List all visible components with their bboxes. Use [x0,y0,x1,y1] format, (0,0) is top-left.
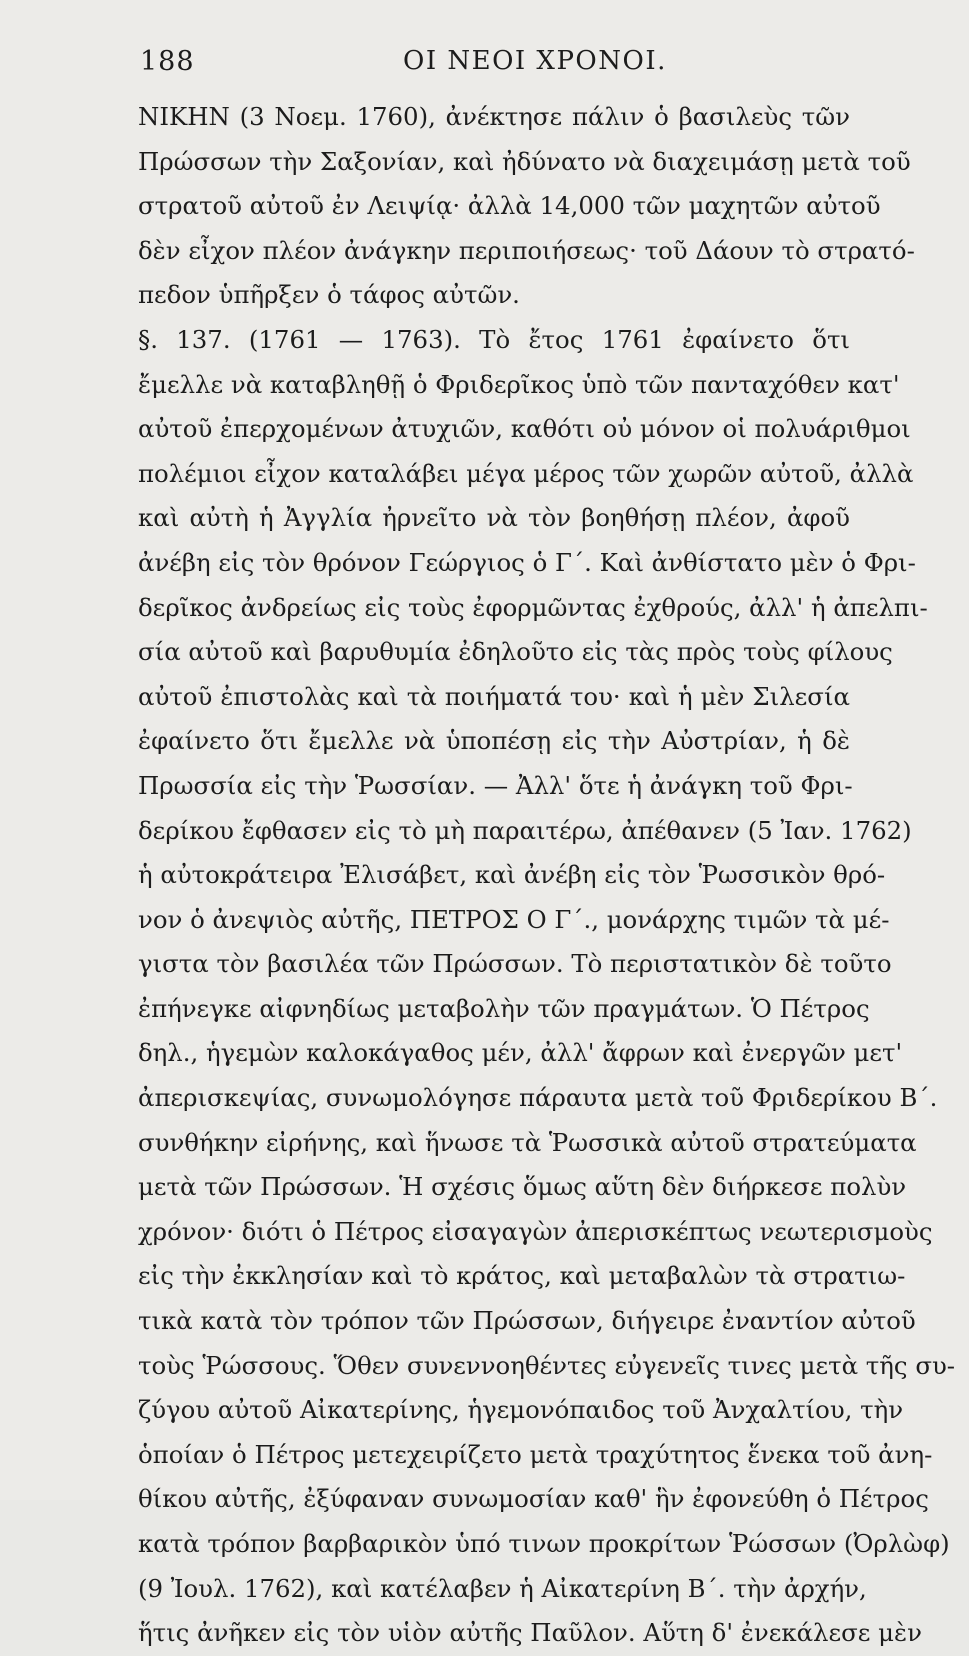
text-line: ζύγου αὐτοῦ Αἰκατερίνης, ἡγεμονόπαιδος τοῦ Ἀνχαλτίου, τὴν [138,1395,904,1425]
text-line: (9 Ἰουλ. 1762), καὶ κατέλαβεν ἡ Αἰκατερίνη Β΄. τὴν ἀρχήν, [138,1573,867,1603]
text-line: σία αὐτοῦ καὶ βαρυθυμία ἐδηλοῦτο εἰς τὰς πρὸς τοὺς φίλους [138,637,893,667]
text-line: κατὰ τρόπον βαρβαρικὸν ὑπό τινων προκρίτων Ῥώσσων (Ὀρλὼφ) [138,1529,950,1558]
text-line: §. 137. (1761 — 1763). Τὸ ἔτος 1761 ἐφαίνετο ὅτι [138,324,850,354]
text-line: τικὰ κατὰ τὸν τρόπον τῶν Πρώσσων, διήγειρε ἐναντίον αὐτοῦ [138,1306,916,1336]
text-line: καὶ αὐτὴ ἡ Ἀγγλία ἠρνεῖτο νὰ τὸν βοηθήσῃ πλέον, ἀφοῦ [138,503,850,533]
text-line: ὁποίαν ὁ Πέτρος μετεχειρίζετο μετὰ τραχύτητος ἕνεκα τοῦ ἀνη- [138,1439,933,1469]
running-head: ΟΙ ΝΕΟΙ ΧΡΟΝΟΙ. [403,46,667,76]
text-line: δὲν εἶχον πλέον ἀνάγκην περιποιήσεως· τοῦ Δάουν τὸ στρατό- [138,235,915,265]
text-line: τοὺς Ῥώσσους. Ὅθεν συνεννοηθέντες εὐγενεῖς τινες μετὰ τῆς συ- [138,1350,956,1380]
text-line: χρόνον· διότι ὁ Πέτρος εἰσαγαγὼν ἀπερισκέπτως νεωτερισμοὺς [138,1216,933,1246]
text-line: Πρωσσία εἰς τὴν Ῥωσσίαν. — Ἀλλ' ὅτε ἡ ἀνάγκη τοῦ Φρι- [138,770,853,800]
text-line: δερῖκος ἀνδρείως εἰς τοὺς ἐφορμῶντας ἐχθρούς, ἀλλ' ἡ ἀπελπι- [138,592,928,622]
text-line: δηλ., ἡγεμὼν καλοκάγαθος μέν, ἀλλ' ἄφρων καὶ ἐνεργῶν μετ' [138,1038,903,1068]
body-text [138,95,956,1656]
text-line: νον ὁ ἀνεψιὸς αὐτῆς, ΠΕΤΡΟΣ Ο Γ΄., μονάρχης τιμῶν τὰ μέ- [138,904,890,934]
text-line: ἀπερισκεψίας, συνωμολόγησε πάραυτα μετὰ τοῦ Φριδερίκου Β΄. [138,1083,938,1113]
text-line: δερίκου ἔφθασεν εἰς τὸ μὴ παραιτέρω, ἀπέθανεν (5 Ἰαν. 1762) [138,815,912,845]
text-line: ἀνέβη εἰς τὸν θρόνον Γεώργιος ὁ Γ΄. Καὶ ἀνθίστατο μὲν ὁ Φρι- [138,547,916,577]
text-line: αὐτοῦ ἐπιστολὰς καὶ τὰ ποιήματά του· καὶ ἡ μὲν Σιλεσία [138,681,850,711]
text-line: συνθήκην εἰρήνης, καὶ ἥνωσε τὰ Ῥωσσικὰ αὐτοῦ στρατεύματα [138,1127,917,1157]
text-line: μετὰ τῶν Πρώσσων. Ἡ σχέσις ὅμως αὕτη δὲν διήρκεσε πολὺν [138,1172,907,1202]
text-line: Πρώσσων τὴν Σαξονίαν, καὶ ἠδύνατο νὰ διαχειμάσῃ μετὰ τοῦ [138,146,911,176]
text-line: στρατοῦ αὐτοῦ ἐν Λειψίᾳ· ἀλλὰ 14,000 τῶν μαχητῶν αὐτοῦ [138,191,881,221]
text-line: εἰς τὴν ἐκκλησίαν καὶ τὸ κράτος, καὶ μεταβαλὼν τὰ στρατιω- [138,1261,906,1291]
text-line: θίκου αὐτῆς, ἐξύφαναν συνωμοσίαν καθ' ἣν ἐφονεύθη ὁ Πέτρος [138,1484,929,1514]
text-line: πολέμιοι εἶχον καταλάβει μέγα μέρος τῶν χωρῶν αὐτοῦ, ἀλλὰ [138,458,914,488]
text-line: ἡ αὐτοκράτειρα Ἐλισάβετ, καὶ ἀνέβη εἰς τὸν Ῥωσσικὸν θρό- [138,860,886,890]
page-number: 188 [140,46,195,77]
text-line: ἥτις ἀνῆκεν εἰς τὸν υἱὸν αὐτῆς Παῦλον. Αὕτη δ' ἐνεκάλεσε μὲν [138,1618,922,1648]
text-line: ἐπήνεγκε αἰφνηδίως μεταβολὴν τῶν πραγμάτων. Ὁ Πέτρος [138,993,870,1023]
page-header [140,46,840,82]
text-line: ἐφαίνετο ὅτι ἔμελλε νὰ ὑποπέσῃ εἰς τὴν Αὐστρίαν, ἡ δὲ [138,726,850,756]
text-line: γιστα τὸν βασιλέα τῶν Πρώσσων. Τὸ περιστατικὸν δὲ τοῦτο [138,949,892,979]
text-line: αὐτοῦ ἐπερχομένων ἀτυχιῶν, καθότι οὐ μόνον οἱ πολυάριθμοι [138,414,911,444]
text-line: ἔμελλε νὰ καταβληθῇ ὁ Φριδερῖκος ὑπὸ τῶν πανταχόθεν κατ' [138,369,900,399]
text-line: πεδον ὑπῆρξεν ὁ τάφος αὐτῶν. [138,280,520,310]
text-line: ΝΙΚΗΝ (3 Νοεμ. 1760), ἀνέκτησε πάλιν ὁ βασιλεὺς τῶν [138,102,850,131]
